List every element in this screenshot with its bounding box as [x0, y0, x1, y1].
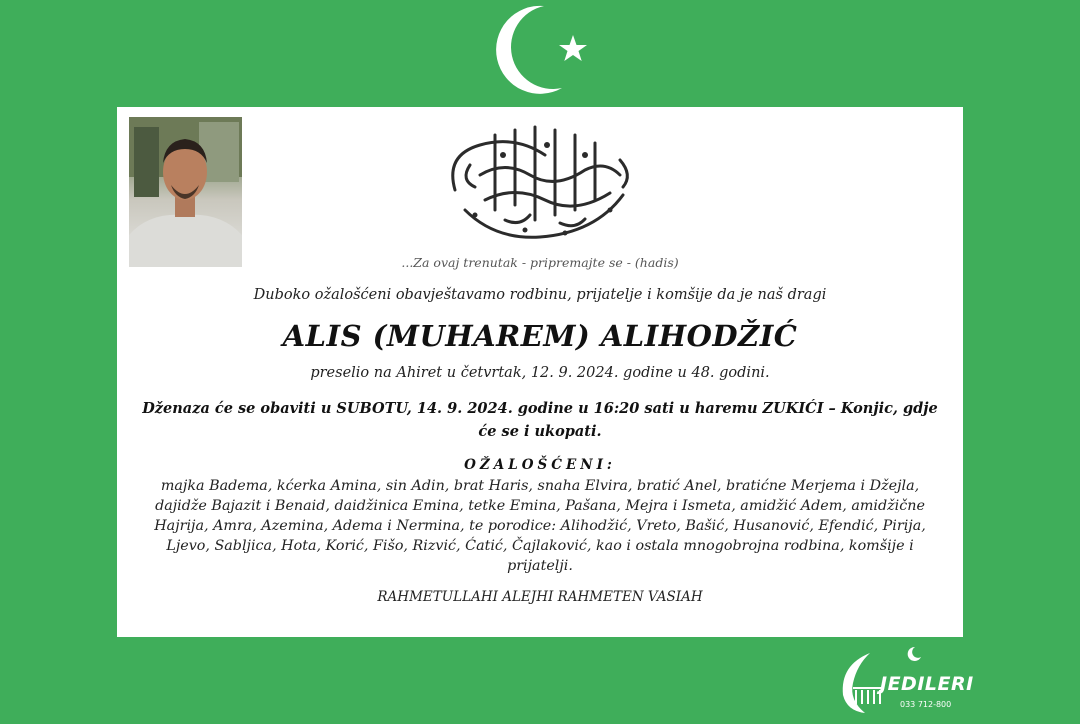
announcement-intro: Duboko ožalošćeni obavještavamo rodbinu, prijatelje i komšije da je naš dragi — [253, 287, 827, 303]
mourners-list: majka Badema, kćerka Amina, sin Adin, brat Haris, snaha Elvira, bratić Anel, bratićne Merjema i Džejla, dajidže Bajazit i Benaid, daidžinica Emina, tetke Emina, Pašana, Mejra i Ismeta, amidžić Adem, amidžične Hajrija, Amra, Azemina, Adema i Nermina, te porodice: Alihodžić, Vreto, Bašić, Husanović, Efendić, Pirija, Ljevo, Sabljica, Hota, Korić, Fišo, Rizvić, Ćatić, Čajlaković, kao i ostala mnogobrojna rodbina, komšije i prijatelji. — [154, 478, 926, 574]
funeral-details: Dženaza će se obaviti u SUBOTU, 14. 9. 2024. godine u 16:20 sati u haremu ZUKIĆI – Konjic, gdje će se i ukopati. — [142, 400, 938, 440]
death-date-text: preselio na Ahiret u četvrtak, 12. 9. 2024. godine u 48. godini. — [310, 365, 770, 381]
logo-phone: 033 712-800 — [900, 700, 952, 709]
hadis-quote: ...Za ovaj trenutak - pripremajte se - (hadis) — [401, 255, 679, 270]
deceased-name: ALIS (MUHAREM) ALIHODŽIĆ — [282, 319, 798, 353]
obituary-card — [117, 107, 963, 637]
logo-name: JEDILERI — [880, 673, 974, 695]
crescent-star-icon — [486, 0, 596, 100]
mourners-heading: OŽALOŠĆENI: — [464, 457, 616, 473]
deceased-photo — [129, 117, 242, 267]
closing-prayer: RAHMETULLAHI ALEJHI RAHMETEN VASIAH — [377, 589, 703, 605]
arabic-calligraphy — [435, 115, 645, 250]
